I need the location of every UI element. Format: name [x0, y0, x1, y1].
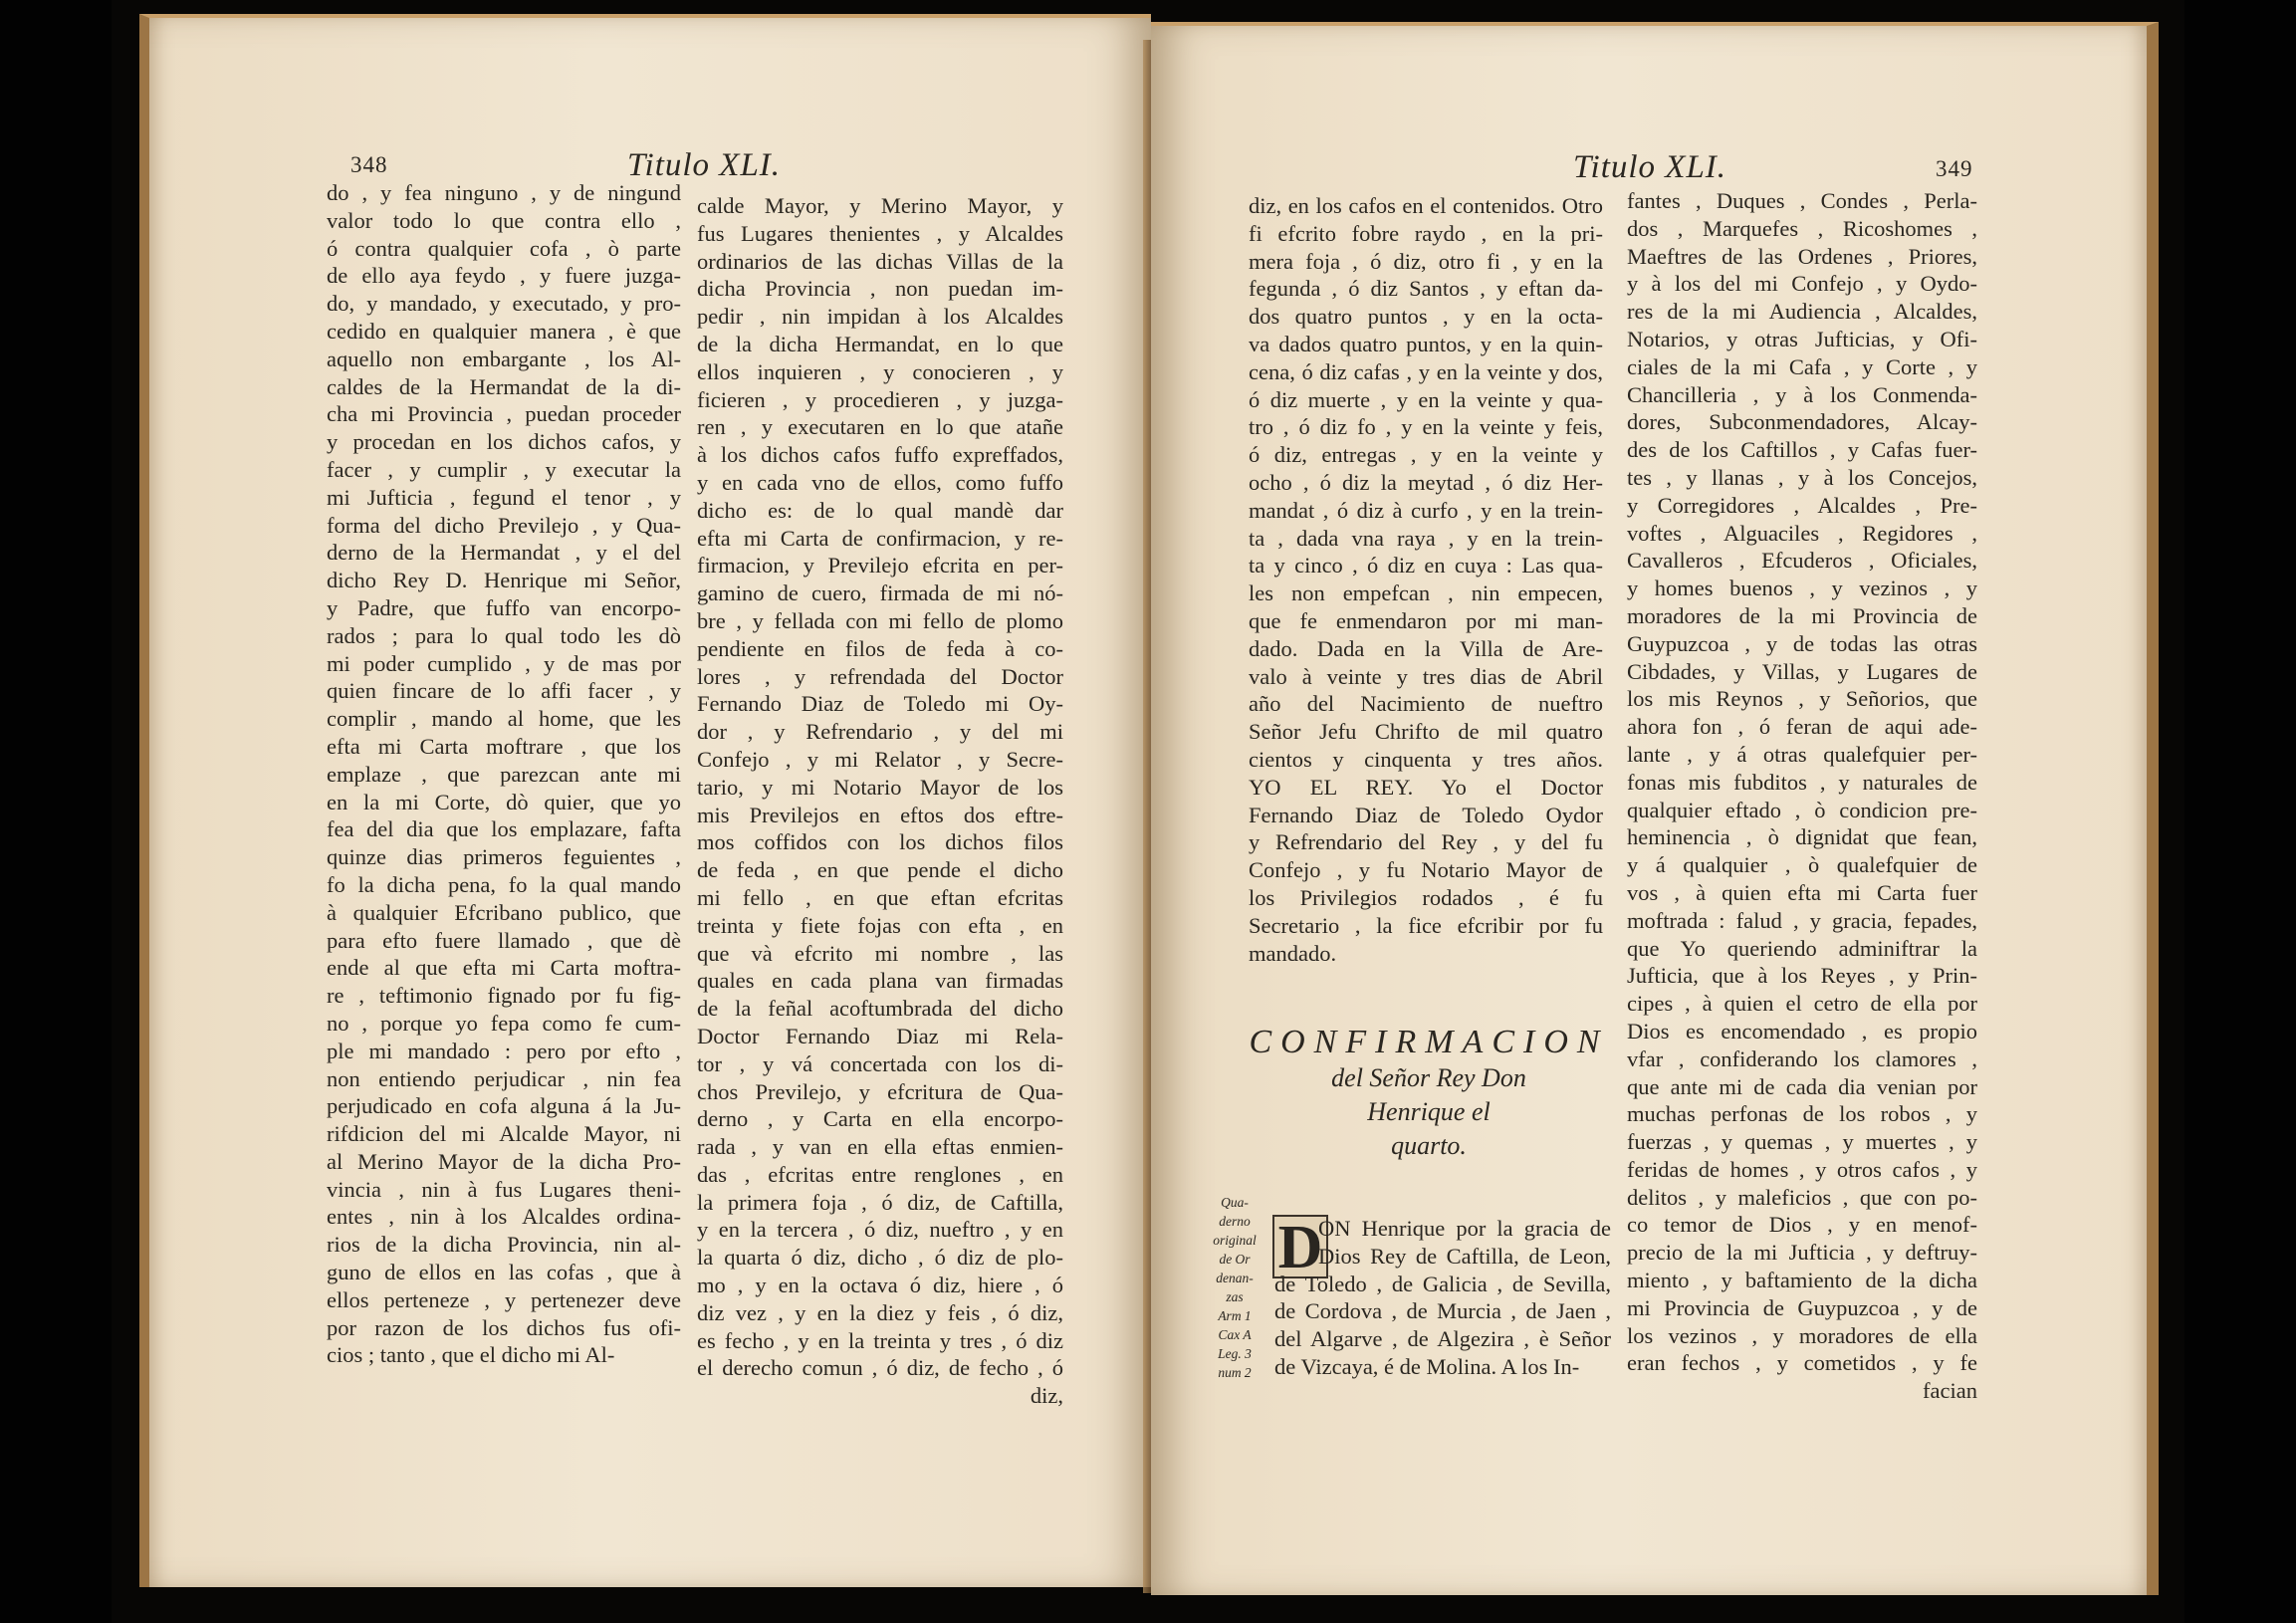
text-line: lores , y refrendada del Doctor: [697, 663, 1063, 689]
text-line: mera foja , ó diz, otro fi , y en la: [1249, 248, 1603, 274]
text-line: ende al que efta mi Carta moftra-: [327, 955, 681, 981]
text-line: rios de la dicha Provincia, nin al-: [327, 1232, 681, 1258]
right-running-head: Titulo XLI.: [1573, 149, 1727, 185]
text-line: YO EL REY. Yo el Doctor: [1249, 774, 1603, 800]
text-line: los Privilegios rodados , é fu: [1249, 884, 1603, 910]
text-line: ren , y executaren en lo que atañe: [697, 414, 1063, 440]
text-line: firmacion, y Previlejo efcrita en per-: [697, 553, 1063, 579]
text-line: mi Jufticia , fegund el tenor , y: [327, 484, 681, 510]
heading-title: CONFIRMACION: [1249, 1024, 1609, 1060]
text-line: Dios es encomendado , es propio: [1627, 1018, 1977, 1043]
text-line: que ante mi de cada dia venian por: [1627, 1073, 1977, 1099]
text-line: mandat , ó diz à curfo , y en la trein-: [1249, 497, 1603, 523]
text-line: al Merino Mayor de la dicha Pro-: [327, 1148, 681, 1174]
text-line: dor , y Refrendario , y del mi: [697, 719, 1063, 745]
left-running-head: Titulo XLI.: [627, 147, 782, 183]
text-line: del Algarve , de Algezira , è Señor: [1274, 1326, 1611, 1352]
text-line: cha mi Provincia , puedan proceder: [327, 401, 681, 427]
text-line: efta mi Carta moftrare , que los: [327, 733, 681, 759]
text-line: Confejo , y fu Notario Mayor de: [1249, 857, 1603, 883]
text-line: dos , Marquefes , Ricoshomes ,: [1627, 215, 1977, 241]
text-line: de Vizcaya, é de Molina. A los In-: [1274, 1353, 1580, 1379]
text-line: precio de la mi Jufticia , y deftruy-: [1627, 1240, 1977, 1266]
text-line: tes , y llanas , y à los Concejos,: [1627, 464, 1977, 490]
text-line: valo à veinte y tres dias de Abril: [1249, 663, 1603, 689]
heading-subtitle-3: quarto.: [1391, 1131, 1467, 1160]
margin-note-line: original: [1213, 1233, 1257, 1248]
text-line: Fernando Diaz de Toledo mi Oy-: [697, 691, 1063, 717]
text-line: ó diz muerte , y en la veinte y qua-: [1249, 386, 1603, 412]
text-line: delitos , y maleficios , que con po-: [1627, 1184, 1977, 1210]
text-line: va dados quatro puntos, y en la quin-: [1249, 331, 1603, 356]
margin-note-line: derno: [1219, 1214, 1251, 1229]
margin-note-line: Qua-: [1221, 1195, 1249, 1210]
text-line: facer , y cumplir , y executar la: [327, 456, 681, 482]
text-line: en la mi Corte, dò quier, que yo: [327, 789, 681, 814]
text-line: feridas de homes , y otros cafos , y: [1627, 1156, 1977, 1182]
text-line: ordinarios de las dichas Villas de la: [697, 248, 1063, 274]
text-line: do, y mandado, y executado, y pro-: [327, 291, 681, 317]
text-line: dos quatro puntos , y en la octa-: [1249, 304, 1603, 330]
text-line: mi fello , en que eftan efcritas: [697, 884, 1063, 910]
text-line: ta , dada vna raya , y en la trein-: [1249, 525, 1603, 551]
text-line: res de la mi Audiencia , Alcaldes,: [1627, 299, 1977, 325]
text-line: aquello non embargante , los Al-: [327, 346, 681, 371]
text-line: heminencia , ò dignidat que fean,: [1627, 824, 1977, 850]
text-line: diz, en los cafos en el contenidos. Otro: [1249, 193, 1603, 218]
margin-note-line: Leg. 3: [1218, 1346, 1252, 1361]
text-line: y procedan en los dichos cafos, y: [327, 429, 681, 455]
text-line: eran fechos , y cometidos , y fe: [1627, 1350, 1977, 1376]
text-line: Guypuzcoa , y de todas las otras: [1627, 630, 1977, 656]
right-column-1-continuation: [1274, 1215, 1611, 1381]
text-line: les non empefcan , nin empecen,: [1249, 580, 1603, 606]
text-line: para efto fuere llamado , que dè: [327, 927, 681, 953]
margin-note-line: num 2: [1218, 1365, 1252, 1380]
text-line: muchas perfonas de los robos , y: [1627, 1101, 1977, 1127]
text-line: Señor Jefu Chrifto de mil quatro: [1249, 719, 1603, 745]
text-line: dicho es: de lo qual mandè dar: [697, 497, 1063, 523]
text-line: ó contra qualquier cofa , ò parte: [327, 235, 681, 261]
text-line: caldes de la Hermandat de la di-: [327, 373, 681, 399]
drop-cap-letter: D: [1272, 1215, 1328, 1278]
text-line: Cibdades, y Villas, y Lugares de: [1627, 658, 1977, 684]
text-line: ON Henrique por la gracia de: [1318, 1216, 1611, 1241]
text-line: mos coffidos con los dichos filos: [697, 829, 1063, 855]
text-line: dado. Dada en la Villa de Are-: [1249, 635, 1603, 661]
text-line: el derecho comun , ó diz, de fecho , ó: [697, 1355, 1063, 1381]
text-line: Chancilleria , y à los Conmenda-: [1627, 381, 1977, 407]
text-line: ficieren , y procedieren , y juzga-: [697, 386, 1063, 412]
text-line: forma del dicho Previlejo , y Qua-: [327, 512, 681, 538]
text-line: fo la dicha pena, fo la qual mando: [327, 871, 681, 897]
text-line: Secretario , la fice efcribir por fu: [1249, 912, 1603, 938]
text-line: moradores de la mi Provincia de: [1627, 602, 1977, 628]
text-line: fegunda , ó diz Santos , y eftan da-: [1249, 276, 1603, 302]
text-line: complir , mando al home, que les: [327, 706, 681, 732]
text-line: de la dicha Hermandat, en lo que: [697, 331, 1063, 356]
text-line: vos , à quien efta mi Carta fuer: [1627, 879, 1977, 905]
text-line: y en cada vno de ellos, como fuffo: [697, 469, 1063, 495]
text-line: mo , y en la octava ó diz, hiere , ó: [697, 1273, 1063, 1298]
text-line: quales en cada plana van firmadas: [697, 968, 1063, 994]
text-line: fuerzas , y quemas , y muertes , y: [1627, 1129, 1977, 1155]
text-line: moftrada : falud , y gracia, fepades,: [1627, 907, 1977, 933]
text-line: fi efcrito fobre raydo , en la pri-: [1249, 220, 1603, 246]
text-line: efta mi Carta de confirmacion, y re-: [697, 525, 1063, 551]
text-line: que Yo queriendo adminiftrar la: [1627, 935, 1977, 961]
text-line: y en la tercera , ó diz, nueftro , y en: [697, 1217, 1063, 1243]
text-line: ellos inquieren , y conocieren , y: [697, 358, 1063, 384]
text-line: Dios Rey de Caftilla, de Leon,: [1318, 1243, 1611, 1269]
text-line: cipes , à quien el cetro de ella por: [1627, 991, 1977, 1017]
text-line: derno , y Carta en ella encorpo-: [697, 1106, 1063, 1132]
left-column-2: [697, 192, 1063, 1410]
text-line: es fecho , y en la treinta y tres , ó diz: [697, 1327, 1063, 1353]
text-line: diz,: [1030, 1383, 1063, 1409]
text-line: ocho , ó diz la meytad , ó diz Her-: [1249, 469, 1603, 495]
text-line: Notarios, y otras Jufticias, y Ofi-: [1627, 326, 1977, 351]
text-line: rada , y van en ella eftas enmien-: [697, 1134, 1063, 1160]
left-column-1: [327, 179, 681, 1369]
text-line: entes , nin à los Alcaldes ordina-: [327, 1204, 681, 1230]
text-line: dicha Provincia , non puedan im-: [697, 276, 1063, 302]
text-line: año del Nacimiento de nueftro: [1249, 691, 1603, 717]
text-line: fea del dia que los emplazare, fafta: [327, 816, 681, 842]
right-page-number: 349: [1936, 156, 1973, 181]
margin-note-line: Cax A: [1218, 1327, 1252, 1342]
text-line: guno de ellos en las cofas , que à: [327, 1260, 681, 1285]
text-line: Confejo , y mi Relator , y Secre-: [697, 746, 1063, 772]
text-line: mi Provincia de Guypuzcoa , y de: [1627, 1294, 1977, 1320]
text-line: ahora fon , ó feran de aqui ade-: [1627, 714, 1977, 740]
text-line: Jufticia, que à los Reyes , y Prin-: [1627, 963, 1977, 989]
text-line: tor , y vá concertada con los di-: [697, 1050, 1063, 1076]
text-line: de ello aya feydo , y fuere juzga-: [327, 263, 681, 289]
text-line: de Cordova , de Murcia , de Jaen ,: [1274, 1298, 1611, 1324]
text-line: chos Previlejo, y efcritura de Qua-: [697, 1078, 1063, 1104]
text-line: mi poder cumplido , y de mas por: [327, 650, 681, 676]
text-line: rifdicion del mi Alcalde Mayor, ni: [327, 1121, 681, 1147]
text-line: cena, ó diz cafas , y en la veinte y dos,: [1249, 358, 1603, 384]
text-line: à los dichos cafos fuffo expreffados,: [697, 442, 1063, 468]
text-line: perjudicado en cofa alguna á la Ju-: [327, 1093, 681, 1119]
text-line: bre , y fellada con mi fello de plomo: [697, 607, 1063, 633]
text-line: pendiente en filos de feda à co-: [697, 635, 1063, 661]
margin-note-line: denan-: [1216, 1271, 1254, 1285]
text-line: mis Previlejos en eftos dos eftre-: [697, 802, 1063, 827]
heading-subtitle-1: del Señor Rey Don: [1331, 1063, 1526, 1092]
text-line: la primera foja , ó diz, de Caftilla,: [697, 1189, 1063, 1215]
text-line: fonas mis fubditos , y naturales de: [1627, 769, 1977, 795]
text-line: do , y fea ninguno , y de ningund: [327, 180, 681, 205]
text-line: re , teftimonio fignado por fu fig-: [327, 983, 681, 1009]
text-line: fus Lugares thenientes , y Alcaldes: [697, 220, 1063, 246]
text-line: non entiendo perjudicar , nin fea: [327, 1065, 681, 1091]
text-line: y á qualquier , ò qualefquier de: [1627, 852, 1977, 878]
text-line: emplaze , que parezcan ante mi: [327, 761, 681, 787]
text-line: miento , y baftamiento de la dicha: [1627, 1268, 1977, 1293]
text-line: treinta y fiete fojas con efta , en: [697, 912, 1063, 938]
text-line: derno de la Hermandat , y el del: [327, 540, 681, 566]
text-line: pedir , nin impidan à los Alcaldes: [697, 304, 1063, 330]
margin-note-line: de Or: [1219, 1252, 1251, 1267]
text-line: los vezinos , y moradores de ella: [1627, 1322, 1977, 1348]
text-line: mandado.: [1249, 940, 1337, 966]
text-line: Doctor Fernando Diaz mi Rela-: [697, 1023, 1063, 1048]
right-column-1: [1249, 192, 1603, 967]
text-line: valor todo lo que contra ello ,: [327, 207, 681, 233]
text-line: das , efcritas entre renglones , en: [697, 1161, 1063, 1187]
text-line: quinze dias primeros feguientes ,: [327, 844, 681, 870]
text-line: Cavalleros , Efcuderos , Oficiales,: [1627, 548, 1977, 574]
text-line: que và efcrito mi nombre , las: [697, 940, 1063, 966]
text-line: ple mi mandado : pero por efto ,: [327, 1038, 681, 1063]
text-line: y homes buenos , y vezinos , y: [1627, 576, 1977, 601]
text-line: rados ; para lo qual todo les dò: [327, 622, 681, 648]
text-line: quien fincare de lo affi facer , y: [327, 678, 681, 704]
text-line: fantes , Duques , Condes , Perla-: [1627, 188, 1977, 213]
heading-subtitle-2: Henrique el: [1367, 1097, 1491, 1126]
text-line: des de los Caftillos , y Cafas fuer-: [1627, 437, 1977, 463]
text-line: ta y cinco , ó diz en cuya : Las qua-: [1249, 553, 1603, 579]
text-line: tro , ó diz fo , y en la veinte y feis,: [1249, 414, 1603, 440]
margin-note-line: zas: [1226, 1289, 1244, 1304]
text-line: Fernando Diaz de Toledo Oydor: [1249, 802, 1603, 827]
text-line: ciales de la mi Cafa , y Corte , y: [1627, 353, 1977, 379]
text-line: vincia , nin à fus Lugares theni-: [327, 1176, 681, 1202]
confirmation-heading: [1245, 1024, 1613, 1163]
text-line: diz vez , y en la diez y feis , ó diz,: [697, 1299, 1063, 1325]
text-line: y Padre, que fuffo van encorpo-: [327, 594, 681, 620]
margin-note: [1209, 1193, 1261, 1382]
text-line: y à los del mi Confejo , y Oydo-: [1627, 271, 1977, 297]
text-line: de Toledo , de Galicia , de Sevilla,: [1274, 1271, 1611, 1296]
text-line: cios ; tanto , que el dicho mi Al-: [327, 1342, 615, 1368]
text-line: calde Mayor, y Merino Mayor, y: [697, 193, 1063, 218]
text-line: de la feñal acoftumbrada del dicho: [697, 996, 1063, 1022]
text-line: la quarta ó diz, dicho , ó diz de plo-: [697, 1245, 1063, 1271]
right-column-2: [1627, 187, 1977, 1405]
margin-note-line: Arm 1: [1218, 1308, 1252, 1323]
text-line: gamino de cuero, firmada de mi nó-: [697, 580, 1063, 606]
text-line: los mis Reynos , y Señorios, que: [1627, 686, 1977, 712]
text-line: vfar , confiderando los clamores ,: [1627, 1045, 1977, 1071]
text-line: no , porque yo fepa como fe cum-: [327, 1010, 681, 1036]
text-line: y Refrendario del Rey , y del fu: [1249, 829, 1603, 855]
text-line: co temor de Dios , y en menof-: [1627, 1212, 1977, 1238]
text-line: de feda , en que pende el dicho: [697, 857, 1063, 883]
text-line: tario, y mi Notario Mayor de los: [697, 774, 1063, 800]
text-line: cedido en qualquier manera , è que: [327, 318, 681, 344]
text-line: cientos y cinquenta y tres años.: [1249, 746, 1603, 772]
text-line: y Corregidores , Alcaldes , Pre-: [1627, 492, 1977, 518]
text-line: voftes , Alguaciles , Regidores ,: [1627, 520, 1977, 546]
left-page-number: 348: [350, 152, 388, 177]
text-line: qualquier eftado , ò condicion pre-: [1627, 797, 1977, 822]
text-line: lante , y á otras qualefquier per-: [1627, 741, 1977, 767]
text-line: dicho Rey D. Henrique mi Señor,: [327, 568, 681, 593]
text-line: dores, Subconmendadores, Alcay-: [1627, 409, 1977, 435]
text-line: ellos perteneze , y pertenezer deve: [327, 1286, 681, 1312]
text-line: ó diz, entregas , y en la veinte y: [1249, 442, 1603, 468]
text-line: por razon de los dichos fus ofi-: [327, 1314, 681, 1340]
text-line: que fe enmendaron por mi man-: [1249, 607, 1603, 633]
text-line: à qualquier Efcribano publico, que: [327, 899, 681, 925]
text-line: Maeftres de las Ordenes , Priores,: [1627, 243, 1977, 269]
text-line: facian: [1923, 1378, 1977, 1404]
